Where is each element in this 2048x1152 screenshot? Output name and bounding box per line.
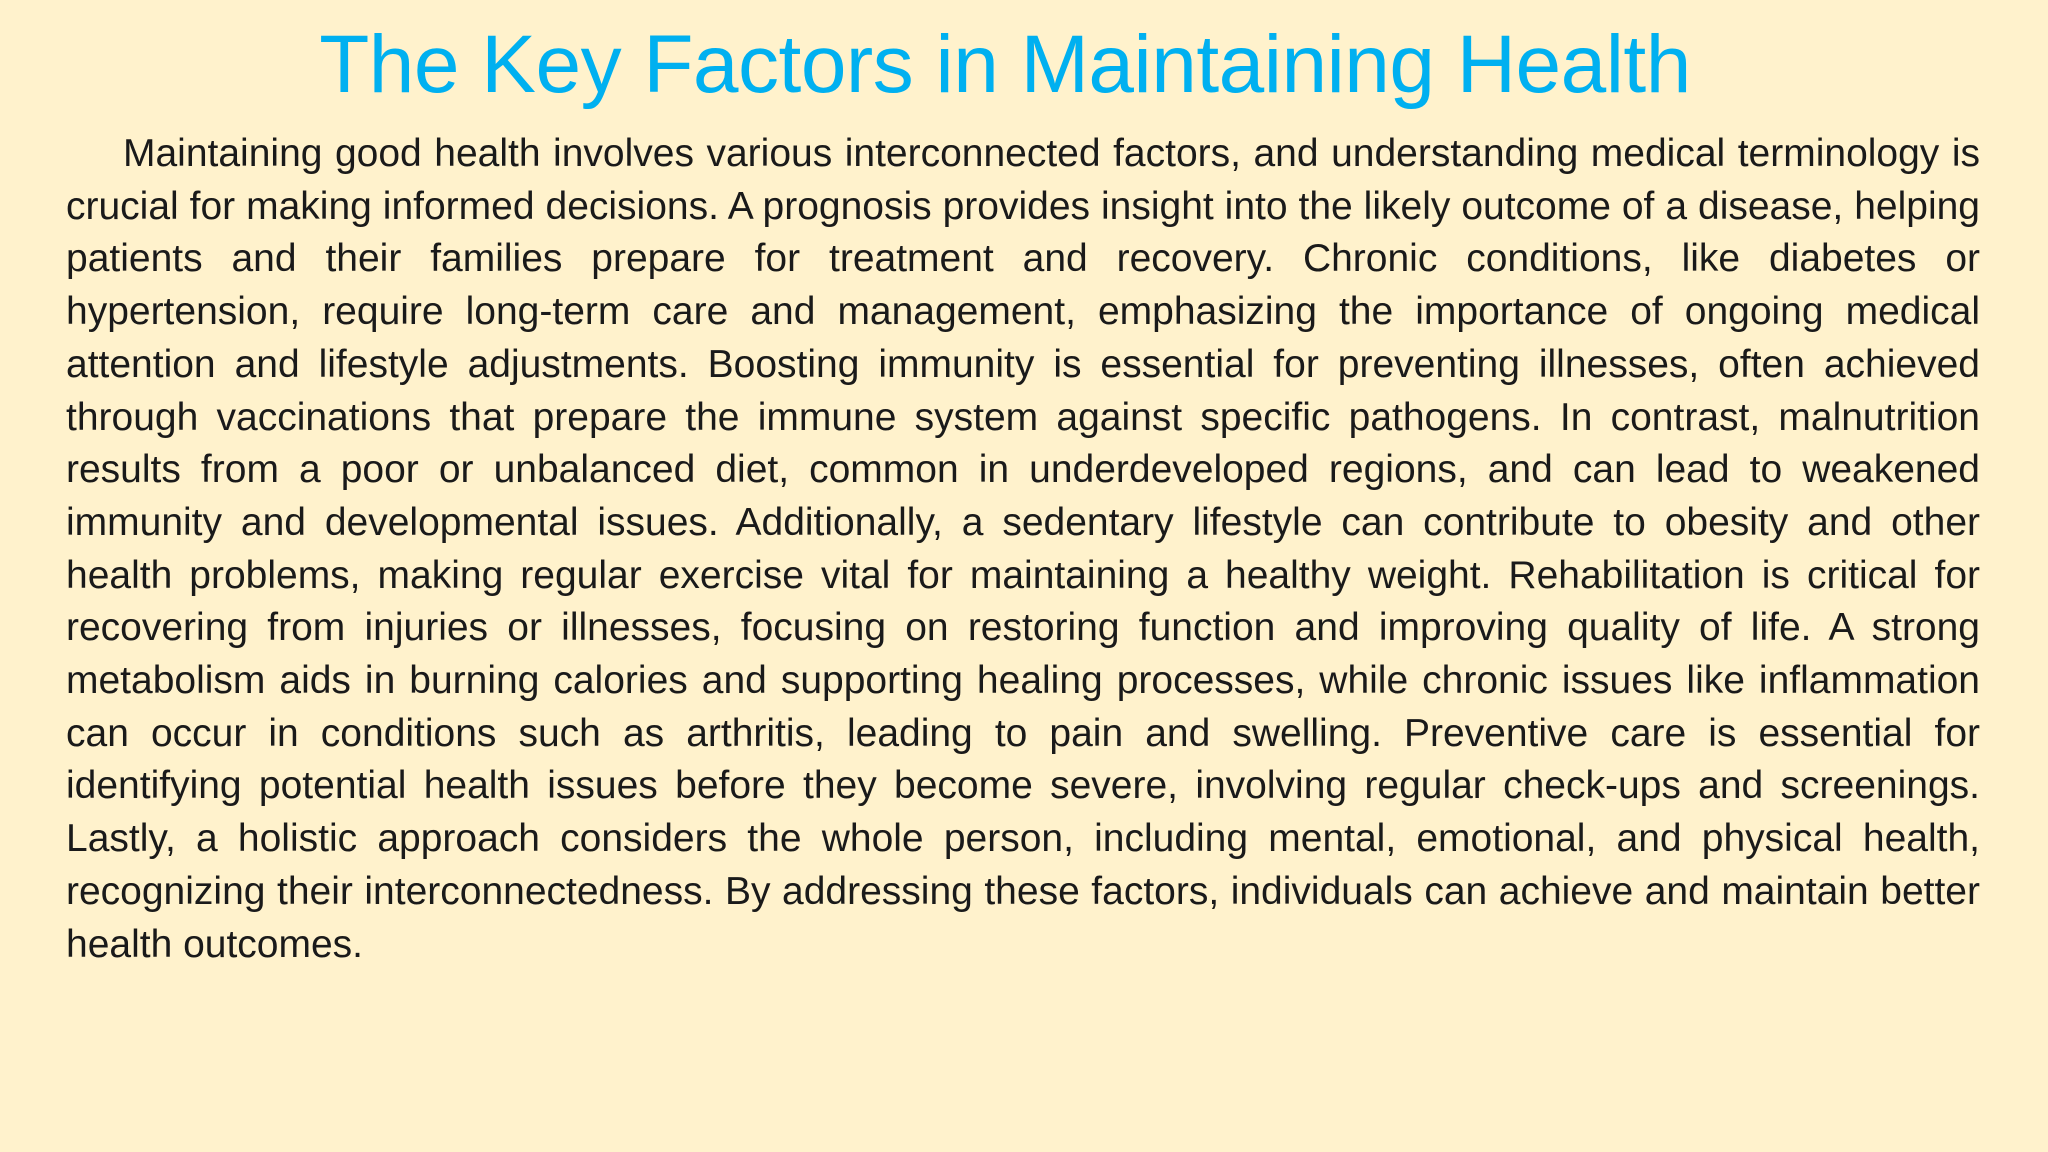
slide-title: The Key Factors in Maintaining Health bbox=[319, 19, 1691, 110]
body-paragraph: Maintaining good health involves various interconnected factors, and understanding medical terminology is crucial for making informed decisions. A prognosis provides insight into the likely outcome of a disease, helping patients and their families prepare for treatment and recovery. Chronic conditions, like diabetes or hypertension, require long-term care and management, emphasizing the importance of ongoing medical attention and lifestyle adjustments. Boosting immunity is essential for preventing illnesses, often achieved through vaccinations that prepare the immune system against specific pathogens. In contrast, malnutrition results from a poor or unbalanced diet, common in underdeveloped regions, and can lead to weakened immunity and developmental issues. Additionally, a sedentary lifestyle can contribute to obesity and other health problems, making regular exercise vital for maintaining a healthy weight. Rehabilitation is critical for recovering from injuries or illnesses, focusing on restoring function and improving quality of life. A strong metabolism aids in burning calories and supporting healing processes, while chronic issues like inflammation can occur in conditions such as arthritis, leading to pain and swelling. Preventive care is essential for identifying potential health issues before they become severe, involving regular check-ups and screenings. Lastly, a holistic approach considers the whole person, including mental, emotional, and physical health, recognizing their interconnectedness. By addressing these factors, individuals can achieve and maintain better health outcomes. bbox=[66, 132, 1980, 966]
